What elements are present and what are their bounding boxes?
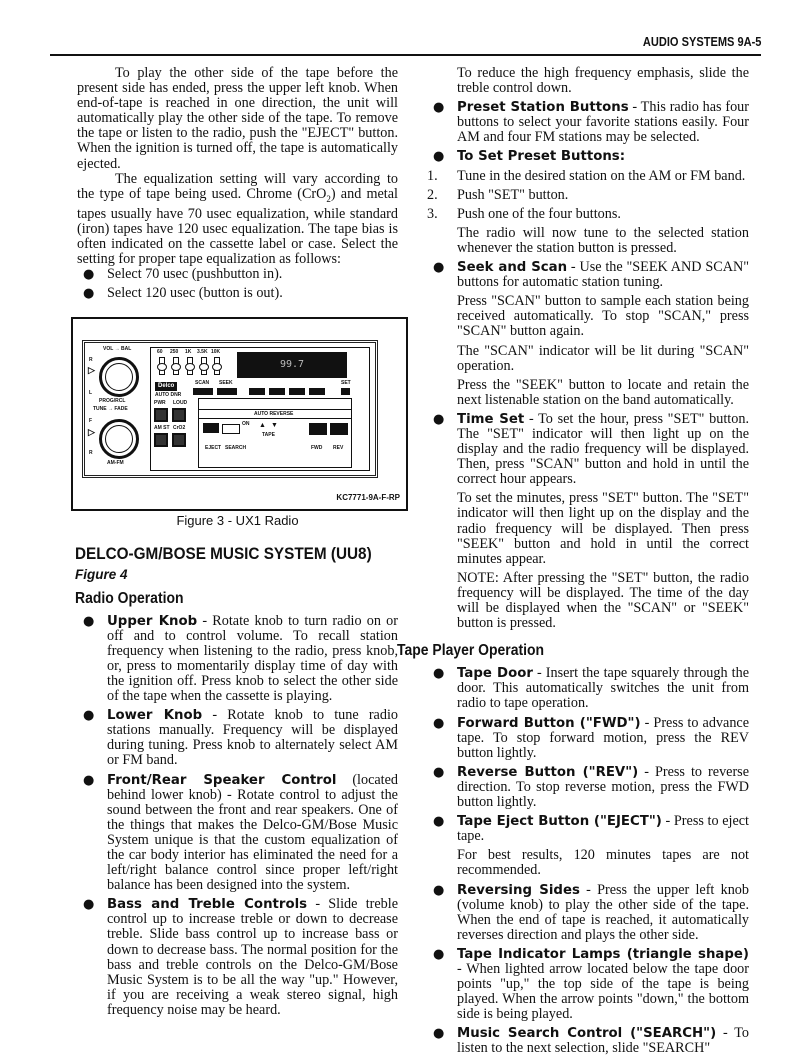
- search-slider: [222, 424, 240, 434]
- subsection-title: Radio Operation: [75, 589, 184, 607]
- list-text: Select 70 usec (pushbutton in).: [107, 266, 283, 283]
- item-heading: Time Set: [457, 411, 525, 427]
- am-st-label: AM ST: [154, 425, 170, 432]
- bullet-icon: ●: [433, 882, 445, 898]
- item-text: - To listen to the next selection, slide "SEARCH": [457, 1025, 749, 1057]
- eq-slider: [201, 357, 207, 375]
- seek-button: [217, 388, 237, 395]
- item-heading: Reverse Button ("REV"): [457, 764, 639, 780]
- figure-3: [71, 317, 408, 511]
- item-text: - This radio has four buttons to select your favorite stations easily. Four AM and four FM stations may be selected.: [457, 99, 749, 146]
- label: R: [89, 450, 93, 457]
- item-heading: Lower Knob: [107, 708, 203, 724]
- item-heading: Tape Indicator Lamps (triangle shape): [457, 946, 749, 962]
- paragraph: The radio will now tune to the selected station whenever the station button is pressed.: [457, 224, 749, 256]
- paragraph: NOTE: After pressing the "SET" button, the radio frequency will be displayed. The time of the day will be displayed when the "SCAN" or "SEEK" button is pressed.: [457, 569, 749, 632]
- eject-label: EJECT: [205, 445, 222, 452]
- fwd-label: FWD: [311, 445, 323, 452]
- item-text: (located behind lower knob) - Rotate control to adjust the sound between the front and rear speakers. One of the things that makes the Delco-GM/Bose Music System unique is that the custom equalization of the car body interior has eliminated the need for a left/right balance control since proper left/right balance has been designed into the system.: [107, 771, 399, 894]
- loud-button: [172, 408, 186, 422]
- tape-label: TAPE: [262, 432, 275, 439]
- bullet-icon: ●: [83, 897, 95, 913]
- paragraph: Press the "SEEK" button to locate and retain the next listenable station on the band automatically.: [457, 376, 749, 408]
- bullet-icon: ●: [83, 613, 95, 629]
- label: L: [89, 390, 93, 397]
- bullet-icon: ●: [433, 149, 445, 165]
- bullet-icon: ●: [433, 764, 445, 780]
- bullet-icon: ●: [83, 267, 95, 283]
- bullet-icon: ●: [433, 100, 445, 116]
- paragraph: To set the minutes, press "SET" button. The "SET" indicator will then light up on the display and the radio frequency will be displayed. Then press "SEEK" button and hold in until the correct minutes appear.: [457, 490, 749, 567]
- paragraph: For best results, 120 minutes tapes are not recommended.: [457, 847, 749, 879]
- fwd-button: [309, 423, 327, 435]
- preset-button: [249, 388, 265, 395]
- on-label: ON: [242, 421, 250, 428]
- label: R: [89, 357, 93, 364]
- eject-button: [203, 423, 219, 433]
- tape-up-arrow-icon: ▲: [259, 422, 266, 430]
- subsection-title: Tape Player Operation: [397, 642, 545, 660]
- preset-button: [289, 388, 305, 395]
- list-item: [427, 412, 749, 487]
- item-heading: Preset Station Buttons: [457, 100, 629, 116]
- preset-button: [309, 388, 325, 395]
- item-text: - Use the "SEEK AND SCAN" buttons for automatic station tuning.: [457, 259, 749, 291]
- list-item: [427, 814, 749, 844]
- auto-reverse-label: AUTO REVERSE: [254, 411, 294, 418]
- running-head: AUDIO SYSTEMS 9A-5: [642, 34, 761, 49]
- eq-slider: [187, 357, 193, 375]
- eq-band-label: 10K: [211, 349, 221, 356]
- bullet-icon: ●: [433, 946, 445, 962]
- tune-fade-label: TUNE → FADE: [93, 406, 128, 413]
- pwr-label: PWR: [154, 400, 166, 407]
- list-item: [77, 286, 398, 301]
- list-item: [77, 267, 398, 282]
- item-heading: To Set Preset Buttons:: [457, 149, 626, 165]
- item-text: - When lighted arrow located below the tape door points "up," the top side of the tape is being played. When the arrow points "down," the bottom side is being played.: [457, 960, 749, 1023]
- rev-button: [330, 423, 348, 435]
- list-item: [77, 897, 398, 1018]
- list-item: [427, 260, 749, 290]
- figure-code: KC7771-9A-F-RP: [336, 493, 400, 503]
- bullet-icon: ●: [83, 708, 95, 724]
- step-item: [427, 169, 749, 184]
- subscript: 2: [326, 193, 331, 204]
- item-text: - Press to advance tape. To stop forward motion, press the REV button lightly.: [457, 714, 750, 761]
- label: F: [89, 418, 93, 425]
- am-st-button: [154, 433, 168, 447]
- text: ) and metal tapes usually have 70 usec equalization, while standard (iron) tapes have 120 usec equalization. The tape bias is often indicated on the cassette label or case. Select the setting for proper tape equalization as follows:: [77, 185, 398, 267]
- item-text: - Rotate knob to tune radio stations manually. Frequency will be displayed during tuning. Press knob to alternately select AM or FM band.: [107, 707, 398, 769]
- am-fm-label: AM-FM: [107, 460, 124, 467]
- cro2-button: [172, 433, 186, 447]
- list-item: [427, 666, 749, 711]
- triangle-icon: ▷: [88, 427, 95, 438]
- item-heading: Music Search Control ("SEARCH"): [457, 1026, 717, 1042]
- list-item: [427, 149, 749, 164]
- eq-band-label: 250: [170, 349, 179, 356]
- list-item: [77, 708, 398, 768]
- bullet-icon: ●: [433, 411, 445, 427]
- list-item: [427, 765, 749, 810]
- set-button: [341, 388, 350, 395]
- list-item: [427, 947, 749, 1022]
- bullet-icon: ●: [433, 1026, 445, 1042]
- step-number: 3.: [427, 205, 438, 222]
- tape-deck: [198, 398, 352, 468]
- scan-label: SCAN: [195, 380, 210, 387]
- list-item: [427, 716, 749, 761]
- frequency-display: 99.7: [237, 352, 347, 378]
- loud-label: LOUD: [173, 400, 188, 407]
- figure-reference: Figure 4: [75, 567, 128, 583]
- item-heading: Seek and Scan: [457, 260, 568, 276]
- item-text: - Insert the tape squarely through the door. This automatically switches the unit from radio to tape operation.: [457, 665, 749, 712]
- bullet-icon: ●: [433, 715, 445, 731]
- auto-dnr-label: AUTO DNR: [155, 392, 182, 399]
- paragraph: The "SCAN" indicator will be lit during "SCAN" operation.: [457, 342, 749, 374]
- paragraph: Press "SCAN" button to sample each station being received automatically. To stop "SCAN," press "SCAN" button again.: [457, 293, 749, 340]
- bullet-icon: ●: [433, 260, 445, 276]
- radio-faceplate: [82, 340, 378, 478]
- step-text: Tune in the desired station on the AM or FM band.: [457, 167, 746, 184]
- item-text: - Press to reverse direction. To stop reverse motion, press the FWD button lightly.: [457, 763, 749, 811]
- item-text: - Press the upper left knob (volume knob) to play the other side of the tape. When the end of tape is reached, it automatically reverses direction and plays the other side.: [457, 881, 749, 943]
- item-heading: Tape Door: [457, 666, 533, 682]
- paragraph: To reduce the high frequency emphasis, slide the treble control down.: [457, 65, 749, 97]
- list-item: [77, 773, 398, 894]
- scan-button: [193, 388, 213, 395]
- item-heading: Bass and Treble Controls: [107, 897, 308, 913]
- text: The equalization setting will vary according to the type of tape being used. Chrome (CrO: [77, 170, 398, 202]
- page-header: [50, 32, 761, 56]
- list-item: [427, 883, 749, 943]
- upper-knob: [99, 357, 139, 397]
- bullet-icon: ●: [83, 772, 95, 788]
- step-item: [427, 188, 749, 203]
- step-text: Push "SET" button.: [457, 186, 569, 203]
- eq-band-label: 3.5K: [197, 349, 208, 356]
- step-number: 2.: [427, 186, 438, 203]
- seek-label: SEEK: [219, 380, 233, 387]
- bullet-icon: ●: [433, 666, 445, 682]
- item-text: - Slide treble control up to increase treble or down to decrease treble. Slide bass control up to increase bass or down to decrease bass. The normal position for the bass and treble controls on the Delco-GM/Bose Music System is to be all the way "up." However, if you are receiving a weak stereo signal, high frequency noise may be heard.: [107, 896, 398, 1018]
- bullet-icon: ●: [83, 286, 95, 302]
- item-heading: Upper Knob: [107, 613, 198, 629]
- prog-rcl-label: PROG/RCL: [99, 398, 126, 405]
- paragraph: [77, 172, 398, 267]
- rev-label: REV: [333, 445, 344, 452]
- list-item: [427, 1026, 749, 1056]
- step-number: 1.: [427, 167, 438, 184]
- bullet-icon: ●: [433, 814, 445, 830]
- search-label: SEARCH: [225, 445, 247, 452]
- list-item: [77, 614, 398, 705]
- eq-band-label: 60: [157, 349, 163, 356]
- pwr-button: [154, 408, 168, 422]
- triangle-icon: ▷: [88, 365, 95, 376]
- eq-slider: [214, 357, 220, 375]
- step-text: Push one of the four buttons.: [457, 205, 621, 222]
- section-title: DELCO-GM/BOSE MUSIC SYSTEM (UU8): [75, 544, 372, 564]
- control-panel: [150, 347, 370, 471]
- list-item: [427, 100, 749, 145]
- delco-logo: Delco: [155, 382, 177, 391]
- list-text: Select 120 usec (button is out).: [107, 285, 283, 302]
- right-column: [397, 65, 750, 1061]
- item-heading: Tape Eject Button ("EJECT"): [457, 814, 662, 830]
- eq-band-label: 1K: [185, 349, 192, 356]
- item-text: - Rotate knob to turn radio on or off and to control volume. To recall station frequency when listening to the radio, press knob, or, press to momentarily display time of day with the ignition off. Press knob to select the other side of the tape when the cassette is playing.: [107, 612, 399, 705]
- paragraph: To play the other side of the tape before the present side has ended, press the upper left knob. When end-of-tape is reached in one direction, the unit will automatically play the other side of the tape. To remove the tape or listen to the radio, push the "EJECT" button. When the ignition is turned off, the tape is automatically ejected.: [77, 65, 398, 172]
- cro2-label: CrO2: [173, 425, 186, 432]
- item-heading: Reversing Sides: [457, 882, 580, 898]
- item-heading: Forward Button ("FWD"): [457, 715, 641, 731]
- vol-bal-label: VOL → BAL: [103, 346, 132, 353]
- item-text: - To set the hour, press "SET" button. The "SET" indicator will then light up on the display and the radio frequency will be displayed. Then, press "SCAN" button and hold in until the correct hour appears.: [457, 410, 749, 488]
- tape-down-arrow-icon: ▼: [271, 422, 278, 430]
- preset-button: [269, 388, 285, 395]
- figure-caption: Figure 3 - UX1 Radio: [176, 513, 299, 529]
- left-column: [77, 66, 398, 1022]
- item-heading: Front/Rear Speaker Control: [107, 772, 337, 788]
- item-text: - Press to eject tape.: [457, 813, 749, 845]
- eq-slider: [159, 357, 165, 375]
- set-label: SET: [341, 380, 351, 387]
- step-item: [427, 207, 749, 222]
- lower-knob: [99, 419, 139, 459]
- eq-slider: [173, 357, 179, 375]
